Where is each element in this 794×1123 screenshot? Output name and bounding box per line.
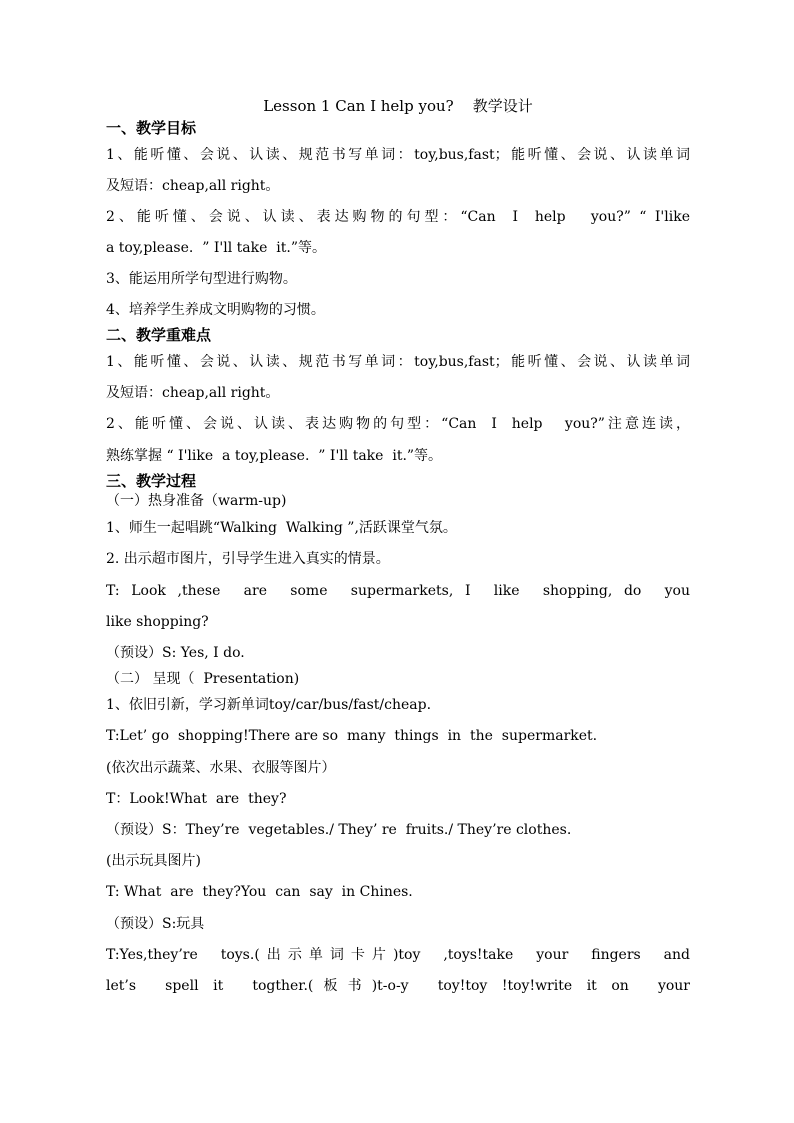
text-line: T: What are they?You can say in Chines. — [106, 884, 413, 900]
text-line: 熟练掌握 “ I'like a toy,please. ” I'll take it.”等。 — [106, 448, 443, 464]
text-line: 1、能听懂、会说、认读、规范书写单词：toy,bus,fast；能听懂、会说、认读单词 — [106, 354, 690, 370]
text-line: 及短语：cheap,all right。 — [106, 385, 280, 401]
text-line: （预设）S：They’re vegetables./ They’ re fruits./ They’re clothes. — [106, 822, 572, 838]
text-line: T：Look!What are they? — [106, 791, 287, 807]
text-line: T:Yes,they’re toys.(出示单词卡片)toy ,toys!take your fingers and — [106, 947, 690, 963]
text-line: like shopping? — [106, 614, 209, 630]
text-line: 2. 出示超市图片，引导学生进入真实的情景。 — [106, 551, 390, 567]
subsection-heading-presentation: （二） 呈现（ Presentation) — [106, 671, 300, 687]
page-title: Lesson 1 Can I help you? 教学设计 — [263, 97, 533, 115]
section-heading-process: 三、教学过程 — [106, 472, 197, 490]
text-line: 4、培养学生养成文明购物的习惯。 — [106, 302, 325, 318]
text-line: (出示玩具图片) — [106, 853, 201, 869]
section-heading-key-points: 二、教学重难点 — [106, 326, 212, 344]
section-heading-objectives: 一、教学目标 — [106, 119, 197, 137]
subsection-heading-warm-up: （一）热身准备（warm-up) — [106, 493, 287, 509]
text-line: 2、能听懂、会说、认读、表达购物的句型：“Can I help you?” “ I'like — [106, 209, 690, 225]
text-line: let’s spell it togther.(板书)t-o-y toy!toy !toy!write it on your — [106, 978, 690, 994]
text-line: (依次出示蔬菜、水果、衣服等图片） — [106, 760, 336, 776]
text-line: （预设）S:玩具 — [106, 916, 205, 932]
text-line: （预设）S: Yes, I do. — [106, 645, 245, 661]
text-line: 2、能听懂、会说、认读、表达购物的句型：“Can I help you?”注意连读， — [106, 416, 690, 432]
text-line: 1、师生一起唱跳“Walking Walking ”,活跃课堂气氛。 — [106, 520, 457, 536]
text-line: 1、能听懂、会说、认读、规范书写单词：toy,bus,fast；能听懂、会说、认读单词 — [106, 147, 690, 163]
text-line: 及短语：cheap,all right。 — [106, 178, 280, 194]
text-line: 3、能运用所学句型进行购物。 — [106, 271, 297, 287]
text-line: T:Let’ go shopping!There are so many things in the supermarket. — [106, 728, 598, 744]
text-line: T: Look ,these are some supermarkets, I like shopping, do you — [106, 583, 690, 599]
text-line: a toy,please. ” I'll take it.”等。 — [106, 240, 326, 256]
text-line: 1、依旧引新，学习新单词toy/car/bus/fast/cheap. — [106, 697, 432, 713]
